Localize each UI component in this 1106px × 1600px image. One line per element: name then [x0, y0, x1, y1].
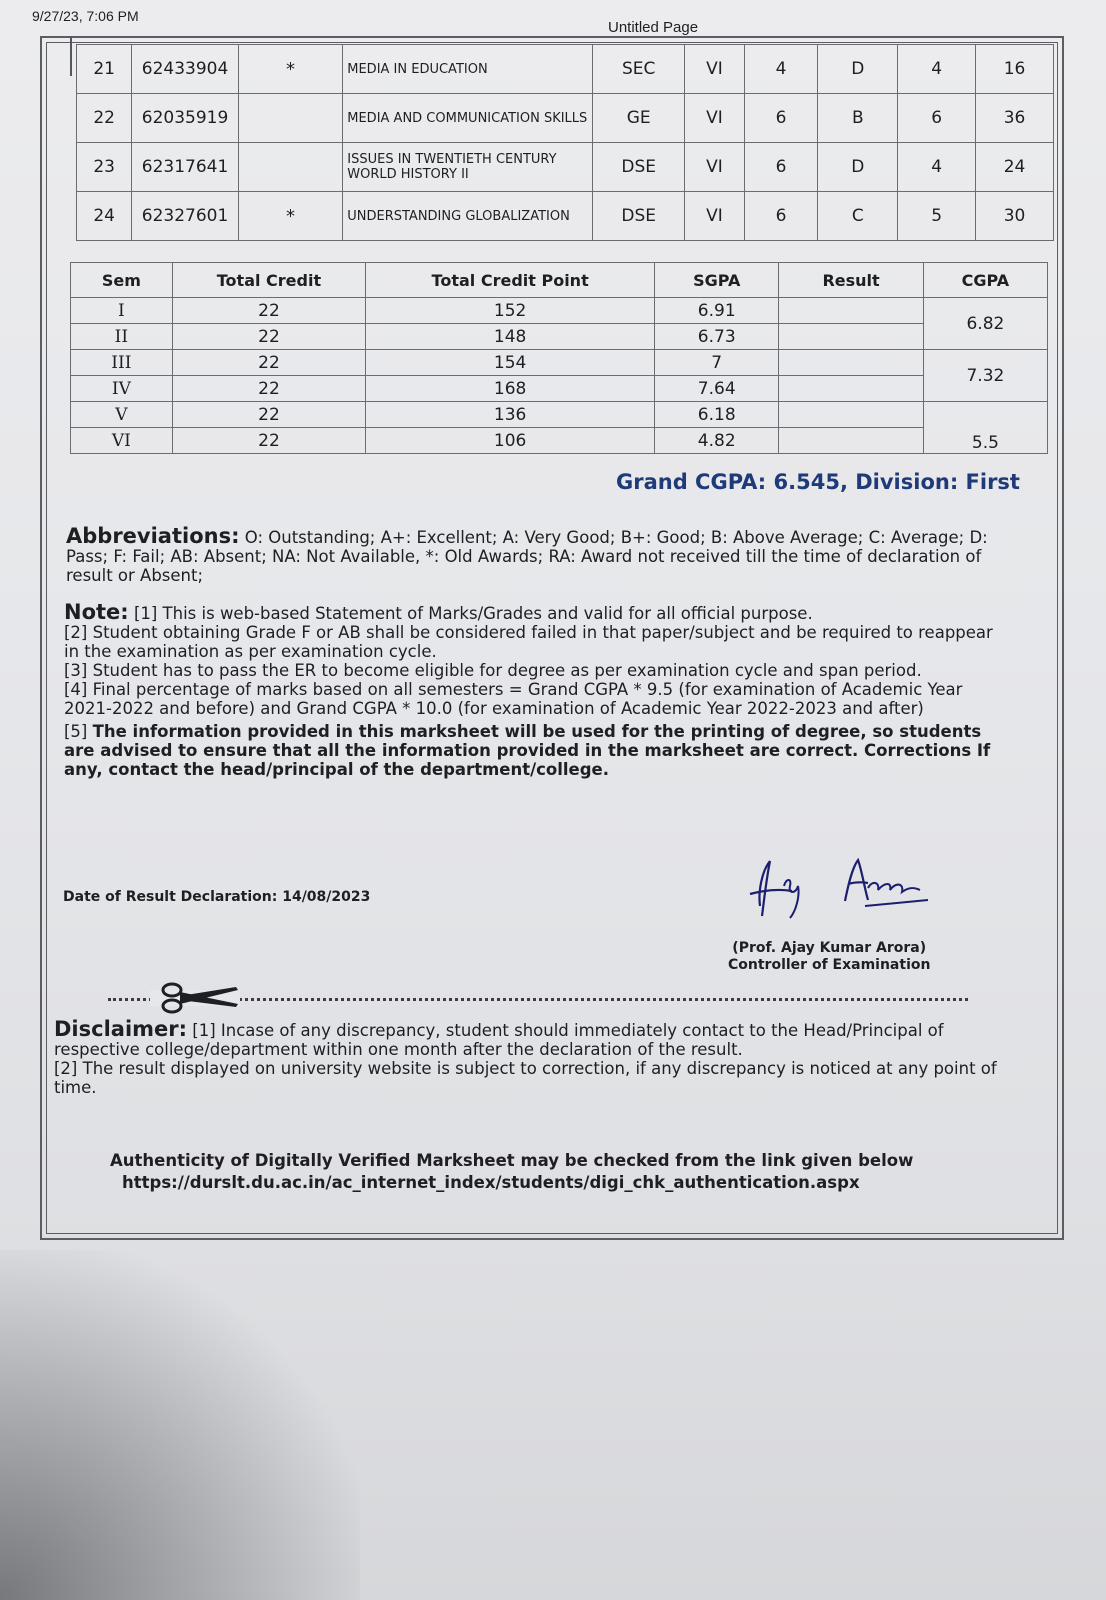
col-header-sem: Sem — [71, 263, 173, 298]
serial-no: 23 — [77, 143, 132, 192]
note-heading: Note: — [64, 600, 129, 624]
total-credit-point-cell: 154 — [366, 350, 655, 376]
paper-grade-point: 4 — [898, 45, 976, 94]
table-row — [71, 376, 1048, 402]
total-credit-point-cell: 106 — [366, 428, 655, 454]
note-item-bold: The information provided in this marksheet will be used for the printing of degree, so students are advised to ensure that all the information provided in the marksheet are correct. Corrections If any, contact the head/principal of the department/college. — [64, 722, 991, 779]
disclaimer-item: [1] Incase of any discrepancy, student should immediately contact to the Head/Principal of respective college/department within one month after the declaration of the result. — [54, 1021, 944, 1059]
result-declaration-date: Date of Result Declaration: 14/08/2023 — [63, 889, 371, 905]
result-cell — [779, 298, 924, 324]
total-credit-cell: 22 — [172, 428, 365, 454]
table-row — [77, 94, 1054, 143]
paper-title: MEDIA IN EDUCATION — [343, 45, 593, 94]
frame-edge — [70, 36, 72, 76]
sgpa-cell: 4.82 — [655, 428, 779, 454]
table-row — [71, 402, 1048, 428]
paper-type: DSE — [593, 143, 685, 192]
paper-type: GE — [593, 94, 685, 143]
sem-cell: III — [71, 350, 173, 376]
authenticity-text: Authenticity of Digitally Verified Marksheet may be checked from the link given below — [110, 1151, 914, 1170]
table-row — [71, 298, 1048, 324]
sgpa-cell: 6.18 — [655, 402, 779, 428]
sgpa-cell: 6.73 — [655, 324, 779, 350]
total-credit-point-cell: 152 — [366, 298, 655, 324]
sem-cell: II — [71, 324, 173, 350]
sem-cell: I — [71, 298, 173, 324]
sgpa-cell: 7.64 — [655, 376, 779, 402]
authenticity — [110, 1150, 990, 1194]
total-credit-cell: 22 — [172, 350, 365, 376]
print-datetime: 9/27/23, 7:06 PM — [32, 8, 139, 24]
total-credit-cell: 22 — [172, 298, 365, 324]
paper-credit: 6 — [744, 143, 818, 192]
paper-grade-point: 5 — [898, 192, 976, 241]
paper-semester: VI — [685, 192, 744, 241]
paper-code: 62317641 — [132, 143, 239, 192]
col-header-result: Result — [779, 263, 924, 298]
note-item-number: [5] — [64, 722, 88, 741]
paper-credit: 6 — [744, 94, 818, 143]
note-item: [1] This is web-based Statement of Marks/Grades and valid for all official purpose. — [133, 604, 813, 623]
paper-credit-point: 24 — [976, 143, 1054, 192]
authenticity-link[interactable]: https://durslt.du.ac.in/ac_internet_index/students/digi_chk_authentication.aspx — [122, 1173, 860, 1192]
table-header-row — [71, 263, 1048, 298]
paper-title: ISSUES IN TWENTIETH CENTURY WORLD HISTORY II — [343, 143, 593, 192]
semester-summary-table — [70, 262, 1048, 454]
result-cell — [779, 428, 924, 454]
cgpa-cell: 6.82 — [923, 298, 1047, 350]
paper-code: 62327601 — [132, 192, 239, 241]
col-header-cgpa: CGPA — [923, 263, 1047, 298]
note-item: [2] Student obtaining Grade F or AB shall be considered failed in that paper/subject and be required to reappear in the examination as per examination cycle. — [64, 623, 993, 661]
serial-no: 22 — [77, 94, 132, 143]
paper-semester: VI — [685, 45, 744, 94]
disclaimer-heading: Disclaimer: — [54, 1017, 188, 1041]
cgpa-cell: 5.5 — [923, 402, 1047, 454]
table-row — [77, 45, 1054, 94]
serial-no: 21 — [77, 45, 132, 94]
col-header-total-credit: Total Credit — [172, 263, 365, 298]
sgpa-cell: 7 — [655, 350, 779, 376]
total-credit-point-cell: 168 — [366, 376, 655, 402]
abbreviations-text: O: Outstanding; A+: Excellent; A: Very Good; B+: Good; B: Above Average; C: Average; D: Pass; F: Fail; AB: Absent; NA: Not Available, *: Old Awards; RA: Award not received till the time of declaration of result or Absent; — [66, 528, 988, 585]
col-header-total-credit-point: Total Credit Point — [366, 263, 655, 298]
table-row — [71, 428, 1048, 454]
sem-cell: VI — [71, 428, 173, 454]
total-credit-cell: 22 — [172, 376, 365, 402]
table-row — [71, 350, 1048, 376]
sem-cell: IV — [71, 376, 173, 402]
paper-semester: VI — [685, 94, 744, 143]
old-award-mark — [238, 94, 342, 143]
paper-credit-point: 36 — [976, 94, 1054, 143]
signatory-designation: Controller of Examination — [728, 957, 931, 973]
paper-grade-point: 6 — [898, 94, 976, 143]
paper-title: UNDERSTANDING GLOBALIZATION — [343, 192, 593, 241]
note-item: [4] Final percentage of marks based on all semesters = Grand CGPA * 9.5 (for examination of Academic Year 2021-2022 and before) and Grand CGPA * 10.0 (for examination of Academic Year 2022-2023 and after) — [64, 680, 963, 718]
paper-credit: 4 — [744, 45, 818, 94]
paper-grade: D — [818, 45, 898, 94]
table-row — [71, 324, 1048, 350]
result-cell — [779, 324, 924, 350]
paper-grade: B — [818, 94, 898, 143]
result-cell — [779, 350, 924, 376]
disclaimer — [54, 1017, 1014, 1097]
abbreviations — [66, 524, 996, 585]
paper-code: 62035919 — [132, 94, 239, 143]
sem-cell: V — [71, 402, 173, 428]
disclaimer-item: [2] The result displayed on university website is subject to correction, if any discrepancy is noticed at any point of time. — [54, 1059, 997, 1097]
paper-semester: VI — [685, 143, 744, 192]
paper-type: DSE — [593, 192, 685, 241]
col-header-sgpa: SGPA — [655, 263, 779, 298]
total-credit-cell: 22 — [172, 402, 365, 428]
grand-cgpa: Grand CGPA: 6.545, Division: First — [616, 470, 1020, 494]
paper-grade: C — [818, 192, 898, 241]
old-award-mark: * — [238, 192, 342, 241]
signatory-name: (Prof. Ajay Kumar Arora) — [732, 940, 927, 956]
notes — [64, 600, 994, 779]
paper-title: MEDIA AND COMMUNICATION SKILLS — [343, 94, 593, 143]
scissors-icon — [150, 978, 240, 1018]
total-credit-point-cell: 136 — [366, 402, 655, 428]
result-cell — [779, 376, 924, 402]
paper-grade: D — [818, 143, 898, 192]
paper-credit-point: 30 — [976, 192, 1054, 241]
note-item: [3] Student has to pass the ER to become eligible for degree as per examination cycle and span period. — [64, 661, 922, 680]
total-credit-point-cell: 148 — [366, 324, 655, 350]
abbreviations-heading: Abbreviations: — [66, 524, 240, 548]
paper-grade-point: 4 — [898, 143, 976, 192]
old-award-mark: * — [238, 45, 342, 94]
photo-shadow — [0, 1250, 360, 1600]
cgpa-cell: 7.32 — [923, 350, 1047, 402]
subjects-table — [76, 44, 1054, 241]
table-row — [77, 143, 1054, 192]
signature — [740, 856, 930, 926]
paper-credit: 6 — [744, 192, 818, 241]
signatory — [728, 940, 930, 974]
result-cell — [779, 402, 924, 428]
total-credit-cell: 22 — [172, 324, 365, 350]
paper-type: SEC — [593, 45, 685, 94]
paper-code: 62433904 — [132, 45, 239, 94]
old-award-mark — [238, 143, 342, 192]
serial-no: 24 — [77, 192, 132, 241]
table-row — [77, 192, 1054, 241]
print-page-title: Untitled Page — [608, 19, 699, 36]
sgpa-cell: 6.91 — [655, 298, 779, 324]
paper-credit-point: 16 — [976, 45, 1054, 94]
